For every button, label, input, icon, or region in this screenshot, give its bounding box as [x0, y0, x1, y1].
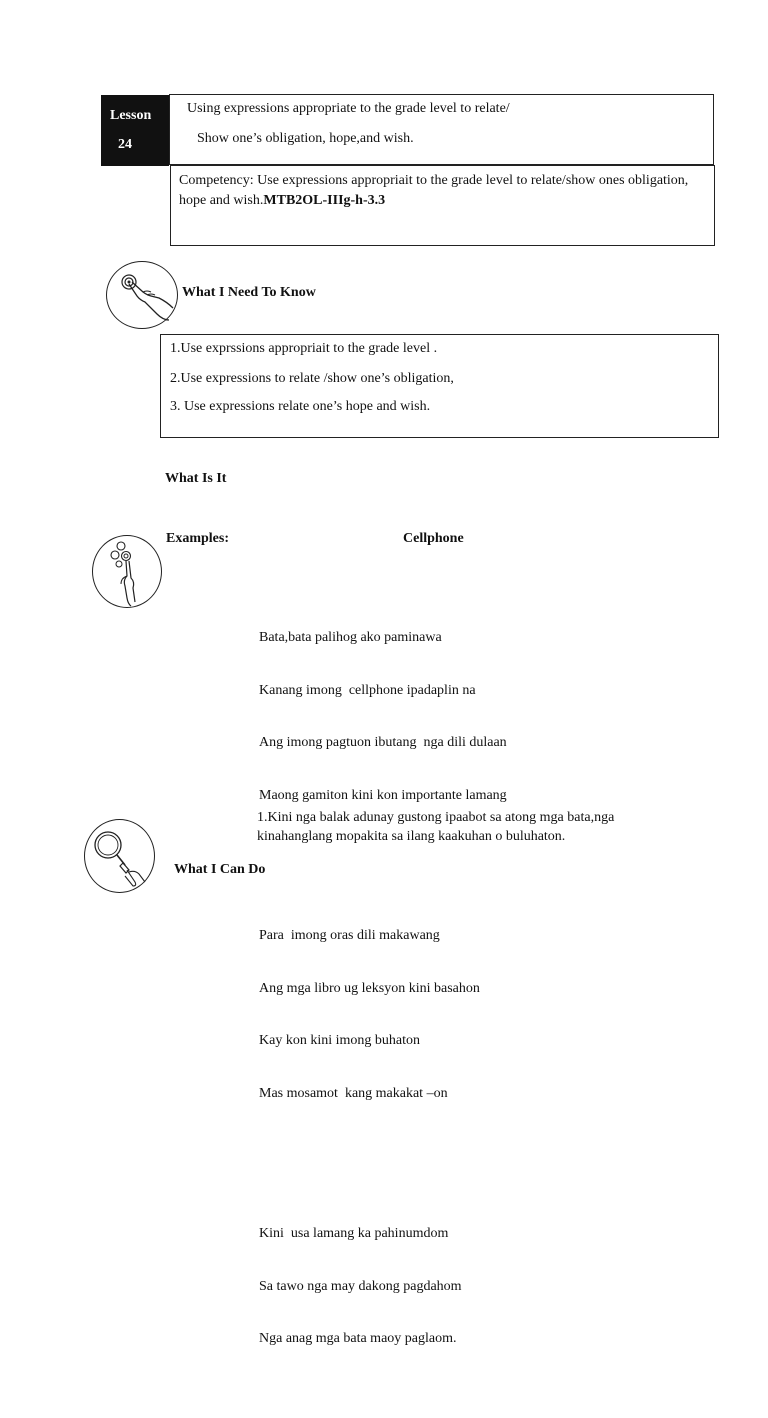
competency-text: Competency: Use expressions appropriait to the grade level to relate/show ones obligation, hope and wish.	[179, 173, 689, 208]
poem-line: Ang mga libro ug leksyon kini basahon	[259, 980, 480, 996]
competency-code: MTB2OL-IIIg-h-3.3	[263, 193, 386, 208]
poem-line: Nga anag mga bata maoy paglaom.	[259, 1331, 457, 1346]
examples-label: Examples:	[166, 531, 229, 546]
what-i-can-do-heading: What I Can Do	[174, 862, 266, 877]
poem-stanza	[259, 594, 507, 839]
what-is-it-heading: What Is It	[165, 471, 227, 486]
objectives-box	[160, 334, 719, 438]
poem-line: Mas mosamot kang makakat –on	[259, 1085, 448, 1101]
objective-item: 2.Use expressions to relate /show one’s obligation,	[170, 371, 454, 386]
lesson-title-box	[169, 94, 714, 165]
poem-line: Kay kon kini imong buhaton	[259, 1033, 420, 1048]
poem-line: Para imong oras dili makawang	[259, 928, 440, 943]
poem-title: Cellphone	[403, 531, 464, 546]
poem-line: Kanang imong cellphone ipadaplin na	[259, 682, 476, 698]
objective-item: 3. Use expressions relate one’s hope and wish.	[170, 399, 431, 414]
poem-note: 1.Kini nga balak adunay gustong ipaabot sa atong mga bata,nga kinahanglang mopakita sa ilang kaakuhan o buluhaton.	[257, 810, 615, 844]
lesson-title-line2: Show one’s obligation, hope,and wish.	[197, 131, 414, 146]
poem-line: Ang imong pagtuon ibutang nga dili dulaan	[259, 735, 507, 750]
lesson-title-line1: Using expressions appropriate to the grade level to relate/	[187, 101, 510, 116]
poem-stanza	[259, 892, 507, 1137]
poem	[259, 559, 507, 1418]
poem-line: Kini usa lamang ka pahinumdom	[259, 1226, 449, 1241]
lesson-badge	[101, 95, 169, 166]
pointing-hand-icon	[106, 261, 178, 329]
poem-stanza	[259, 1190, 507, 1383]
what-i-need-to-know-heading: What I Need To Know	[182, 285, 316, 300]
magnifying-glass-icon	[84, 819, 155, 893]
lesson-number: 24	[118, 137, 132, 152]
finger-tapping-icon	[92, 535, 162, 608]
objective-item: 1.Use exprssions appropriait to the grade level .	[170, 341, 438, 356]
poem-line: Bata,bata palihog ako paminawa	[259, 630, 442, 645]
lesson-label: Lesson	[110, 108, 152, 123]
poem-line: Maong gamiton kini kon importante lamang	[259, 787, 507, 803]
competency-box	[170, 165, 715, 246]
poem-line: Sa tawo nga may dakong pagdahom	[259, 1278, 462, 1294]
